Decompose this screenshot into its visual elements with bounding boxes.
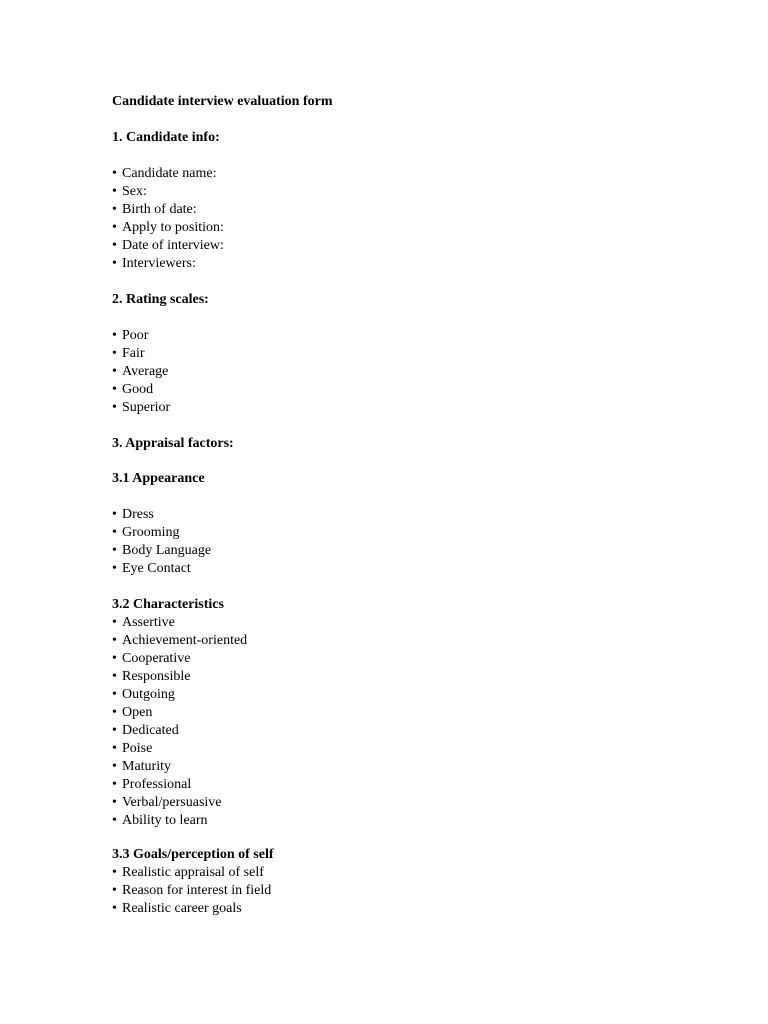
bullet-icon: • <box>112 561 117 576</box>
bullet-icon: • <box>112 741 117 756</box>
list-item: • Body Language <box>112 543 212 558</box>
list-item: • Average <box>112 364 169 379</box>
document-title: Candidate interview evaluation form <box>112 94 333 109</box>
bullet-icon: • <box>112 759 117 774</box>
bullet-icon: • <box>112 400 117 415</box>
list-item: • Date of interview: <box>112 238 224 253</box>
list-item: • Responsible <box>112 669 191 684</box>
list-item: • Verbal/persuasive <box>112 795 222 810</box>
section-heading-appraisal-factors: 3. Appraisal factors: <box>112 436 234 451</box>
list-item: • Fair <box>112 346 145 361</box>
list-item: • Open <box>112 705 153 720</box>
bullet-icon: • <box>112 651 117 666</box>
list-item: • Birth of date: <box>112 202 197 217</box>
list-item: • Sex: <box>112 184 147 199</box>
subsection-heading-goals: 3.3 Goals/perception of self <box>112 847 274 862</box>
bullet-icon: • <box>112 633 117 648</box>
bullet-icon: • <box>112 166 117 181</box>
bullet-icon: • <box>112 615 117 630</box>
list-item: • Dedicated <box>112 723 179 738</box>
section-heading-candidate-info: 1. Candidate info: <box>112 130 220 145</box>
list-item: • Superior <box>112 400 171 415</box>
bullet-icon: • <box>112 723 117 738</box>
list-item: • Poor <box>112 328 149 343</box>
list-item: • Assertive <box>112 615 175 630</box>
list-item: • Candidate name: <box>112 166 217 181</box>
list-item: • Achievement-oriented <box>112 633 248 648</box>
bullet-icon: • <box>112 346 117 361</box>
list-item: • Ability to learn <box>112 813 208 828</box>
bullet-icon: • <box>112 328 117 343</box>
bullet-icon: • <box>112 184 117 199</box>
bullet-icon: • <box>112 705 117 720</box>
list-item: • Realistic appraisal of self <box>112 865 264 880</box>
bullet-icon: • <box>112 525 117 540</box>
list-item: • Realistic career goals <box>112 901 242 916</box>
list-item: • Dress <box>112 507 154 522</box>
list-item: • Reason for interest in field <box>112 883 272 898</box>
bullet-icon: • <box>112 364 117 379</box>
bullet-icon: • <box>112 795 117 810</box>
bullet-icon: • <box>112 687 117 702</box>
bullet-icon: • <box>112 883 117 898</box>
list-item: • Professional <box>112 777 192 792</box>
list-item: • Good <box>112 382 154 397</box>
bullet-icon: • <box>112 543 117 558</box>
bullet-icon: • <box>112 865 117 880</box>
bullet-icon: • <box>112 256 117 271</box>
list-item: • Poise <box>112 741 153 756</box>
bullet-icon: • <box>112 901 117 916</box>
list-item: • Grooming <box>112 525 180 540</box>
list-item: • Cooperative <box>112 651 191 666</box>
bullet-icon: • <box>112 238 117 253</box>
bullet-icon: • <box>112 813 117 828</box>
list-item: • Outgoing <box>112 687 175 702</box>
bullet-icon: • <box>112 777 117 792</box>
bullet-icon: • <box>112 220 117 235</box>
subsection-heading-characteristics: 3.2 Characteristics <box>112 597 224 612</box>
list-item: • Eye Contact <box>112 561 191 576</box>
list-item: • Apply to position: <box>112 220 224 235</box>
bullet-icon: • <box>112 382 117 397</box>
section-heading-rating-scales: 2. Rating scales: <box>112 292 209 307</box>
bullet-icon: • <box>112 202 117 217</box>
list-item: • Interviewers: <box>112 256 196 271</box>
list-item: • Maturity <box>112 759 171 774</box>
bullet-icon: • <box>112 669 117 684</box>
subsection-heading-appearance: 3.1 Appearance <box>112 471 205 486</box>
bullet-icon: • <box>112 507 117 522</box>
